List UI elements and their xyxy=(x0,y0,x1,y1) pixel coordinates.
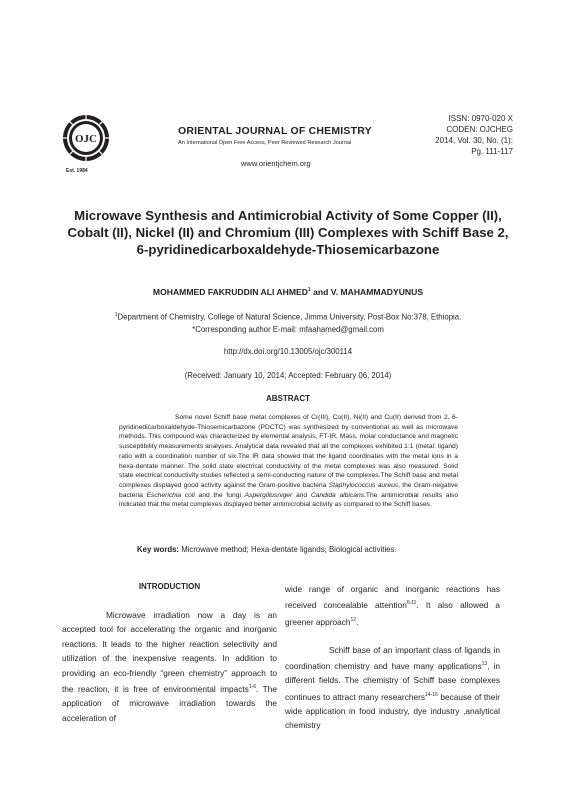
volume-issue: 2014, Vol. 30, No. (1): xyxy=(435,136,513,145)
paragraph-text: . It also allowed a greener approach xyxy=(285,600,500,627)
abstract-text-1: Some novel Schiff base metal complexes of Cr(III), Co(II), Ni(II) and Cu(II) derived from 2, 6-pyridinedicarboxaldehyde-Thiosemicarbazone (PDCTC) was synthesized by conventional as well as microwave methods. This compound was characterized by elemental analysis, FT-IR, Mass, molar conductance and magnetic susceptibility measurements analyses. Analytical data revealed that all the complexes exhibited 1:1 (metal: ligand) ratio with a coordination number of six.The IR data showed that the ligand coordinates with the metal ions in a hexa-dentate manner. The solid state electrical conductivity of the metal complexes was also measured. Solid state electrical conductivity studies reflected a semi-conducting nature of the complexes.The Schiff base and metal complexes displayed good activity against the Gram-positive bacteria xyxy=(119,414,458,489)
affiliation: Department of Chemistry, College of Natural Science, Jimma University, Post-Box No:378, Ethiopia. xyxy=(117,312,462,322)
keywords xyxy=(137,545,397,554)
citation: 14-16 xyxy=(424,691,438,698)
article-title: Microwave Synthesis and Antimicrobial Activity of Some Copper (II), Cobalt (II), Nickel (II) and Chromium (III) Complexes with Schiff Base 2, 6-pyridinedicarboxaldehyde-Thiosemicarbazone xyxy=(67,208,509,257)
abstract-text-2: , the Gram-negative bacteria xyxy=(119,481,458,499)
paragraph-text: wide range of organic and inorganic reactions has received concealable attention xyxy=(285,584,500,611)
corresponding-author: *Corresponding author E-mail: mfaahamed@gmail.com xyxy=(192,324,384,334)
author-2: and V. MAHAMMADYUNUS xyxy=(310,287,424,297)
abstract-body xyxy=(119,413,458,510)
paragraph-text: Microwave irradiation now a day is an accepted tool for accelerating the organic and inorganic reactions. It leads to the higher reaction selectivity and utilization of the inexpensive reagents. In addition to providing an eco-friendly “green chemistry” approach to the reaction, it is free of environmental impacts xyxy=(62,610,277,694)
species-name: Candida albicans xyxy=(310,491,365,499)
authors xyxy=(60,287,516,297)
intro-paragraph-3 xyxy=(285,643,500,733)
issn: ISSN: 0970-020 X xyxy=(448,114,513,123)
publication-meta xyxy=(435,113,513,157)
abstract-text-4: and xyxy=(292,491,311,499)
paragraph-text: , in different fields. The chemistry of Schiff base complexes continues to attract many researchers xyxy=(285,660,501,702)
paragraph-text: because of their wide application in food industry, dye industry ,analytical chemistry xyxy=(285,691,501,731)
species-name: Staphylococcus aureus xyxy=(328,481,399,489)
paragraph-text: . The application of microwave irradiation towards the acceleration of xyxy=(62,683,277,723)
abstract-text-3: and the fungi xyxy=(194,491,245,499)
journal-subtitle: An International Open Free Access, Peer Reviewed Research Journal xyxy=(178,140,352,146)
author-1: MOHAMMED FAKRUDDIN ALI AHMED xyxy=(152,287,308,297)
author-1-affil-mark: 1 xyxy=(307,287,311,294)
affiliation-block xyxy=(60,309,516,336)
intro-paragraph-1 xyxy=(62,608,277,725)
citation: 12 xyxy=(350,616,357,623)
body-column-right xyxy=(285,582,500,747)
abstract-heading: ABSTRACT xyxy=(266,394,310,403)
citation: 1-6 xyxy=(248,684,257,691)
page-range: Pg. 111-117 xyxy=(471,147,513,156)
abstract-text-5: .The antimicrobial results also indicated that the metal complexes displayed better antimicrobial activity as compared to the Schiff bases. xyxy=(119,491,459,509)
keywords-label: Key words: xyxy=(137,545,180,554)
keywords-list: Microwave method; Hexa-dentate ligands; Biological activities. xyxy=(179,545,397,554)
journal-title: ORIENTAL JOURNAL OF CHEMISTRY xyxy=(178,125,372,137)
paragraph-text: Schiff base of an important class of ligands in coordination chemistry and have many applications xyxy=(285,644,500,671)
logo-letters: OJC xyxy=(75,133,97,145)
species-name: Escherichia coli xyxy=(146,491,195,499)
introduction-heading: INTRODUCTION xyxy=(138,582,201,591)
affiliation-mark: 1 xyxy=(114,312,118,318)
coden: CODEN: OJCHEG xyxy=(446,125,513,134)
paragraph-text: . xyxy=(356,616,359,627)
intro-paragraph-2 xyxy=(285,582,500,629)
established-year: Est. 1984 xyxy=(66,168,88,174)
species-name: Aspergillusniger xyxy=(244,491,293,499)
journal-website[interactable]: www.orientjchem.org xyxy=(241,159,311,168)
doi-link[interactable]: http://dx.doi.org/10.13005/ojc/300114 xyxy=(223,347,353,356)
received-dates: (Received: January 10, 2014; Accepted: February 06, 2014) xyxy=(184,371,392,380)
citation: 6-11 xyxy=(406,600,417,607)
journal-logo xyxy=(62,114,110,162)
body-column-left xyxy=(62,582,277,739)
citation: 13 xyxy=(481,661,488,668)
